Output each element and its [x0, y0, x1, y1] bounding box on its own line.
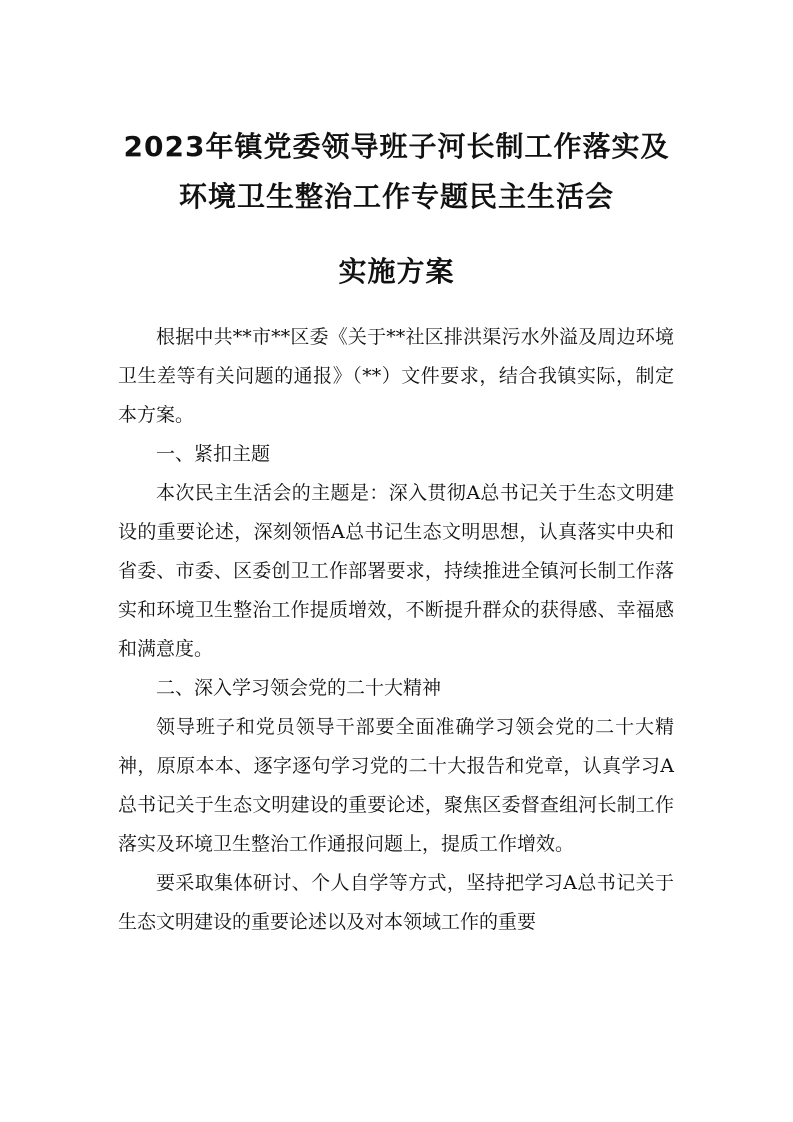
study-paragraph: 领导班子和党员领导干部要全面准确学习领会党的二十大精神，原原本本、逐字逐句学习党的二十大报告和党章，认真学习A总书记关于生态文明建设的重要论述，聚焦区委督查组河长制工作落实及环境卫生整治工作通报问题上，提质工作增效。 — [118, 716, 674, 855]
intro-paragraph: 根据中共**市**区委《关于**社区排洪渠污水外溢及周边环境卫生差等有关问题的通报》（**）文件要求，结合我镇实际，制定本方案。 — [118, 326, 674, 426]
document-body — [118, 318, 674, 942]
document-title-line-2: 环境卫生整治工作专题民主生活会 — [178, 180, 614, 213]
theme-paragraph: 本次民主生活会的主题是：深入贯彻A总书记关于生态文明建设的重要论述，深刻领悟A总书记生态文明思想，认真落实中央和省委、市委、区委创卫工作部署要求，持续推进全镇河长制工作落实和环境卫生整治工作提质增效，不断提升群众的获得感、幸福感和满意度。 — [118, 482, 674, 660]
document-title-line-3: 实施方案 — [338, 255, 455, 288]
document-title-line-1: 2023年镇党委领导班子河长制工作落实及 — [123, 130, 670, 163]
section-heading-2: 二、深入学习领会党的二十大精神 — [156, 677, 442, 699]
section-heading-1: 一、紧扣主题 — [156, 443, 271, 465]
method-paragraph: 要采取集体研讨、个人自学等方式，坚持把学习A总书记关于生态文明建设的重要论述以及对本领域工作的重要 — [118, 872, 674, 933]
